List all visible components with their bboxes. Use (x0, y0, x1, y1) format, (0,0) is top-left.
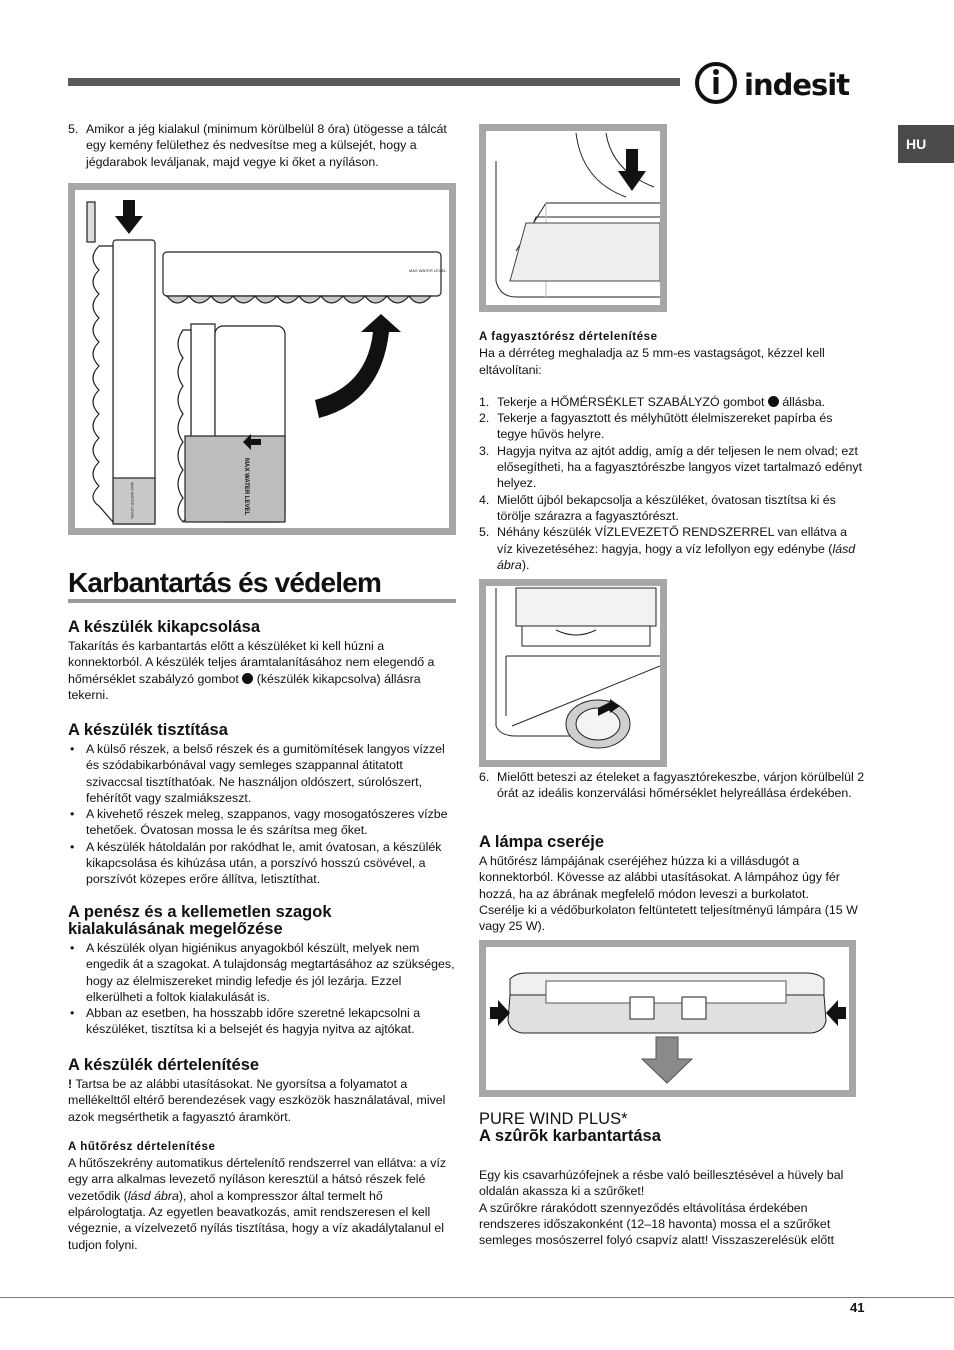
svg-text:indesit: indesit (744, 68, 850, 102)
list-item: • A készülék olyan higiénikus anyagokból készült, melyek nem engedik át a szagokat. A tulajdonság megtartásához az szükséges, hogy az élelmiszereket mindig lefedje és jól lezárja. Ezzel elkerülheti a foltok kialakulását is. (70, 941, 455, 1004)
list-item: • Abban az esetben, ha hosszabb időre szeretné lekapcsolni a készüléket, tisztítsa ki a belsejét és hagyja nyitva az ajtókat. (70, 1006, 421, 1037)
svg-text:MAX WATER LEVEL: MAX WATER LEVEL (409, 268, 447, 273)
freezer-drain-figure (479, 124, 667, 312)
page-number: 41 (850, 1300, 865, 1315)
title-rule (68, 599, 456, 603)
list-item: • A külső részek, a belső részek és a gumitömítések langyos vízzel és szódabikarbónával vagy semleges szappannal átitatott szivaccsal tisztíthatóak. Ne használjon oldószert, súrolószert, fehérítőt vagy szalmiákszeszt. (70, 742, 445, 805)
list-item: 3. Hagyja nyitva az ajtót addig, amíg a dér teljesen le nem olvad; ezt elősegítheti, ha a fagyasztórészbe langyos vizet tartalmazó edényt helyez. (479, 443, 863, 491)
off-dot-icon (768, 396, 779, 407)
main-title: Karbantartás és védelem (68, 567, 382, 598)
list-item: 1. Tekerje a HŐMÉRSÉKLET SZABÁLYZÓ gombot állásba. (479, 394, 826, 409)
heading-mold-line2: kialakulásának megelőzése (68, 920, 283, 938)
water-drain-figure (479, 579, 667, 767)
heading-lamp: A lámpa cseréje (479, 833, 605, 851)
list-item: • A kivehető részek meleg, szappanos, vagy mosogatószeres vízbe tehetőek. Óvatosan mossa le és szárítsa meg őket. (70, 807, 448, 838)
heading-defrost: A készülék dértelenítése (68, 1056, 260, 1074)
ice-tray-figure (68, 183, 456, 535)
section-lamp: A lámpa cseréje A hűtőrész lámpájának cseréjéhez húzza ki a villásdugót a konnektorból. Kövesse az alábbi utasításokat. A lámpához úgy fér hozzá, ha az ábrának megfelelő módon leveszi a burkolatot. Cserélje ki a védőburkolaton feltüntetett teljesítményű lámpára (15 W vagy 25 W). (479, 834, 865, 934)
section-switch-off: A készülék kikapcsolása Takarítás és karbantartás előtt a készüléket ki kell húzni a konnektorból. A készülék teljes áramtalanításához nem elegendő a hőmérséklet szabályzó gombot (készülék kikapcsolva) állásra tekerni. (68, 619, 456, 703)
heading-pure-wind: PURE WIND PLUS* (479, 1110, 628, 1128)
list-item: 6. Mielőtt beteszi az ételeket a fagyasztórekeszbe, várjon körülbelül 2 órát az ideális konzerválási hőmérséklet helyreállása érdekében. (479, 770, 865, 801)
heading-fridge-defrost: A hűtőrész dértelenítése (68, 1140, 216, 1153)
heading-mold-line1: A penész és a kellemetlen szagok (68, 903, 332, 921)
list-item: • A készülék hátoldalán por rakódhat le, amit óvatosan, a készülék kikapcsolása és kihúzása után, a porszívó hosszú csövével, a porszívót közepes erőre állítva, letisztíthat. (70, 839, 442, 887)
heading-cleaning: A készülék tisztítása (68, 721, 228, 739)
section-defrost: A készülék dértelenítése ! Tartsa be az alábbi utasításokat. Ne gyorsítsa a folyamatot a mellékelttől eltérő berendezések vagy eszközök használatával, mivel azok megsérthetik a fagyasztó áramkört. A hűtőrész dértelenítése A hűtőszekrény automatikus dértelenítő rendszerrel van ellátva: a víz egy arra alkalmas levezető nyíláson keresztül a hátsó részek felé vezetődik (lásd ábra), ahol a kompresszor által termelt hő elpárologtatja. Az egyetlen beavatkozás, amit rendszeresen el kell végeznie, a vízelvezető nyílás tisztítása, hogy a víz akadálytalanul el tudjon folyni. (68, 1057, 456, 1253)
section-pure-wind: PURE WIND PLUS* A szûrõk karbantartása Egy kis csavarhúzófejnek a résbe való beillesztésével a hüvely bal oldalán akassza ki a szűrőket! A szűrőkre rárakódott szennyeződés eltávolítása érdekében rendszeres időszakonként (12–18 havonta) mossa el a szűrőket semleges mosószerrel folyó csapvíz alatt! Visszaszerelésük előtt (479, 1111, 865, 1248)
indesit-logo (694, 60, 869, 106)
section-cleaning (68, 722, 456, 888)
list-item: 2. Tekerje a fagyasztott és mélyhűtött élelmiszereket papírba és tegye hűvös helyre. (479, 411, 833, 442)
section-freezer-defrost: A fagyasztórész dértelenítése Ha a dérréteg meghaladja az 5 mm-es vastagságot, kézzel kell eltávolítani: 1. Tekerje a HŐMÉRSÉKLET SZABÁLYZÓ gombot állásba. 2. Tekerje a fagyasztott és mélyhűtött élelmiszereket papírba és tegye hűvös helyre. 3. Hagyja nyitva az ajtót addig, amíg a dér teljesen le nem olvad; ezt elősegítheti, ha a fagyasztórészbe langyos vizet tartalmazó edényt helyez. 4. Mielőtt újból bekapcsolja a készüléket, óvatosan tisztítsa ki és törölje szárazra a fagyasztórészt. 5. Néhány készülék VÍZLEVEZETŐ RENDSZERREL van ellátva a víz kivezetéséhez: hagyja, hogy a víz lefollyon egy edénybe (lásd ábra). (479, 329, 865, 573)
header-rule (68, 78, 680, 86)
footer-rule (0, 1297, 954, 1298)
intro-step: 5. Amikor a jég kialakul (minimum körülbelül 8 óra) ütögesse a tálcát egy kemény felülethez és nedvesítse meg a külsejét, hogy a jégdarabok leváljanak, majd vegye ki őket a nyíláson. (68, 122, 447, 169)
list-item: 4. Mielőtt újból bekapcsolja a készüléket, óvatosan tisztítsa ki és törölje szárazra a fagyasztórészt. (479, 492, 836, 523)
heading-freezer-defrost: A fagyasztórész dértelenítése (479, 331, 658, 343)
svg-text:MAX WATER LEVEL: MAX WATER LEVEL (243, 458, 249, 516)
language-tab: HU (898, 125, 954, 163)
section-mold (68, 904, 456, 1038)
off-dot-icon (242, 673, 253, 684)
heading-switch-off: A készülék kikapcsolása (68, 618, 261, 636)
svg-text:MAX WATER LEVEL: MAX WATER LEVEL (130, 482, 135, 520)
subheading-filters: A szûrõk karbantartása (479, 1127, 661, 1145)
lamp-cover-figure (479, 940, 856, 1097)
list-item: 5. Néhány készülék VÍZLEVEZETŐ RENDSZERREL van ellátva a víz kivezetéséhez: hagyja, hogy a víz lefollyon egy edénybe (lásd ábra). (479, 525, 856, 572)
freezer-step-6 (479, 769, 865, 802)
